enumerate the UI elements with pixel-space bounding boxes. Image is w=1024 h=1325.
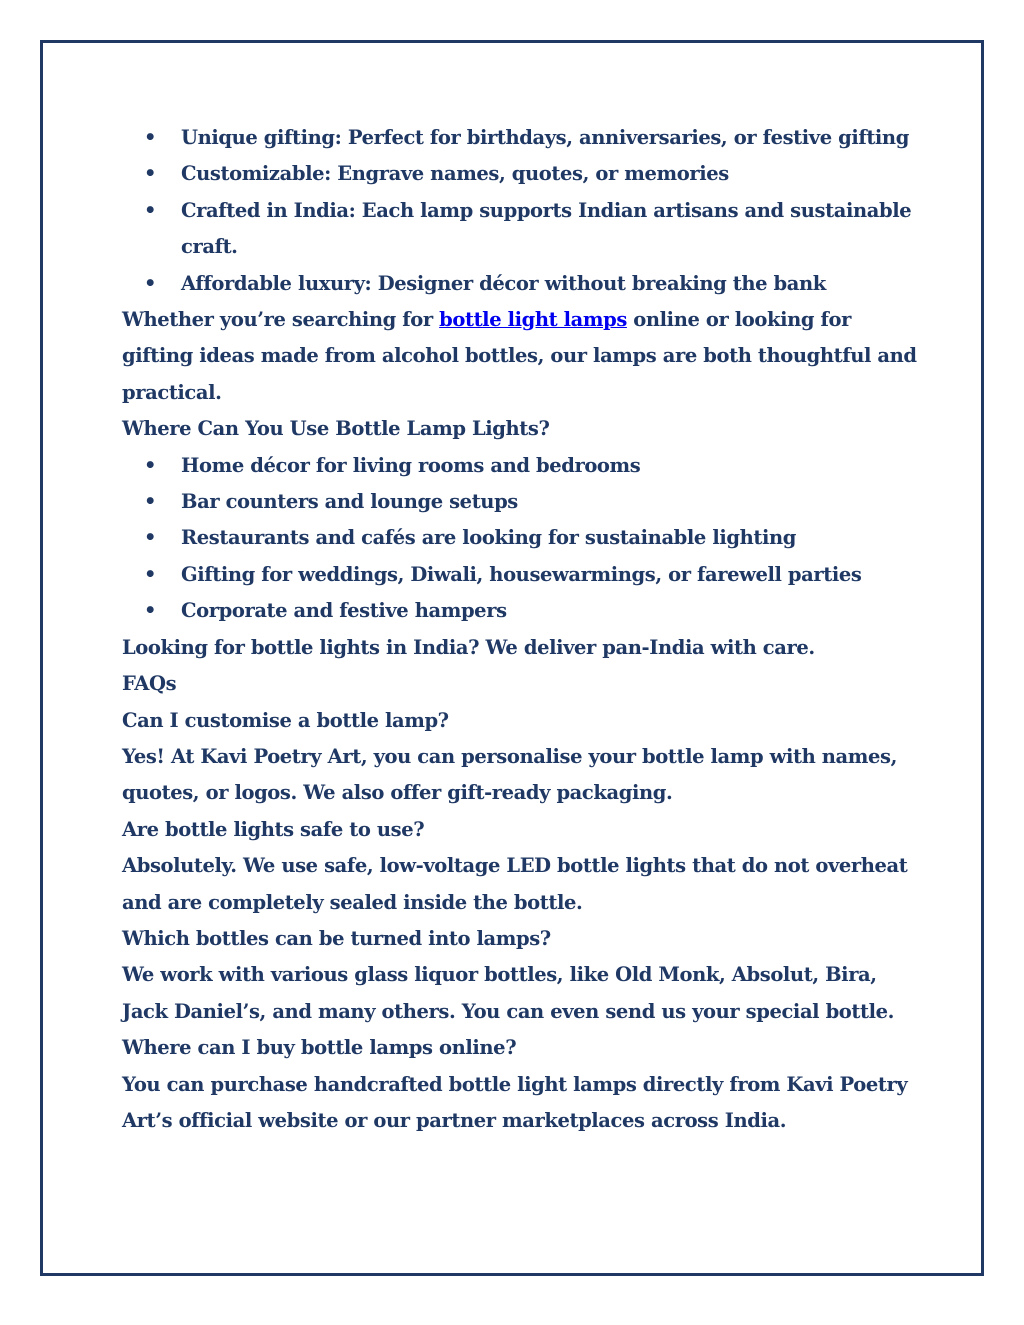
use-bullet-list <box>122 448 922 630</box>
delivery-line: Looking for bottle lights in India? We deliver pan-India with care. <box>122 635 815 659</box>
bullet-icon: • <box>144 453 157 477</box>
bottle-light-lamps-link[interactable]: bottle light lamps <box>439 308 627 332</box>
bullet-icon: • <box>144 526 157 550</box>
bullet-icon: • <box>144 126 157 149</box>
list-item: • Corporate and festive hampers <box>122 593 922 629</box>
document-body <box>122 120 922 1139</box>
list-item: • Crafted in India: Each lamp supports Indian artisans and sustainable craft. <box>122 193 922 266</box>
faq-question: Are bottle lights safe to use? <box>122 817 425 841</box>
list-item: • Affordable luxury: Designer décor without breaking the bank <box>122 266 922 302</box>
bullet-icon: • <box>144 198 157 222</box>
bullet-icon: • <box>144 271 157 295</box>
intro-bullet-list <box>122 120 922 302</box>
faq-heading: FAQs <box>122 672 177 696</box>
bullet-icon: • <box>144 562 157 586</box>
bullet-icon: • <box>144 599 157 623</box>
list-item: • Restaurants and cafés are looking for sustainable lighting <box>122 520 922 556</box>
list-item: • Home décor for living rooms and bedrooms <box>122 448 922 484</box>
use-heading: Where Can You Use Bottle Lamp Lights? <box>122 417 550 441</box>
list-item: • Bar counters and lounge setups <box>122 484 922 520</box>
faq-answer: We work with various glass liquor bottles, like Old Monk, Absolut, Bira, Jack Daniel’s, and many others. You can even send us your special bottle. <box>122 963 895 1023</box>
bullet-icon: • <box>144 162 157 186</box>
faq-question: Can I customise a bottle lamp? <box>122 708 449 732</box>
faq-answer: You can purchase handcrafted bottle light lamps directly from Kavi Poetry Art’s official website or our partner marketplaces across India. <box>122 1072 908 1132</box>
whether-paragraph: Whether you’re searching for bottle light lamps online or looking for gifting ideas made from alcohol bottles, our lamps are both thoughtful and practical. <box>122 308 917 404</box>
list-item: • Gifting for weddings, Diwali, housewarmings, or farewell parties <box>122 557 922 593</box>
faq-answer: Yes! At Kavi Poetry Art, you can personalise your bottle lamp with names, quotes, or logos. We also offer gift-ready packaging. <box>122 744 897 805</box>
faq-question: Which bottles can be turned into lamps? <box>122 926 551 950</box>
bullet-icon: • <box>144 490 157 514</box>
faq-answer: Absolutely. We use safe, low-voltage LED bottle lights that do not overheat and are completely sealed inside the bottle. <box>122 854 908 914</box>
faq-question: Where can I buy bottle lamps online? <box>122 1036 517 1060</box>
list-item: • Customizable: Engrave names, quotes, or memories <box>122 156 922 192</box>
list-item: • Unique gifting: Perfect for birthdays, anniversaries, or festive gifting <box>122 120 922 156</box>
